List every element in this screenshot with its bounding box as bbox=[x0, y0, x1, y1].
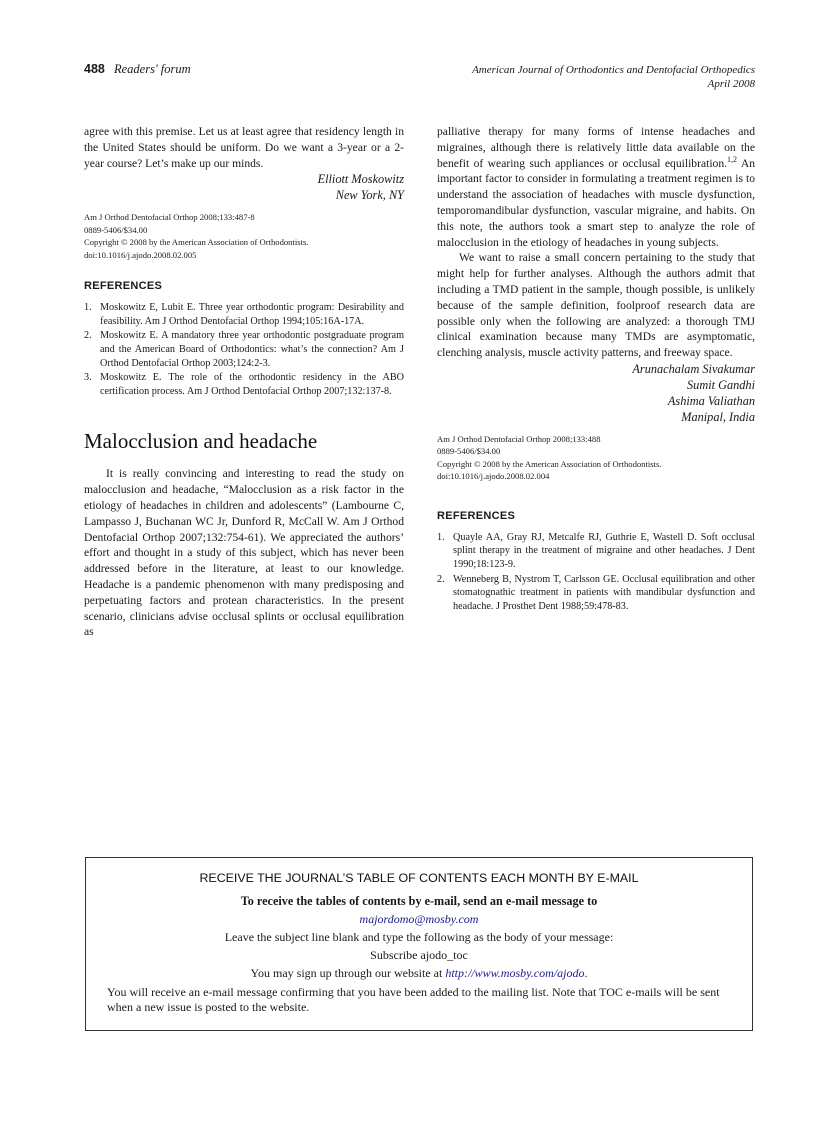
website-link[interactable]: http://www.mosby.com/ajodo bbox=[445, 966, 585, 980]
citation-meta bbox=[84, 211, 404, 261]
reference-item: 2. Moskowitz E. A mandatory three year orthodontic postgraduate program and the American Board of Orthodontics: what’s the connection? Am J Orthod Dentofacial Orthop 2003;124:2-3. bbox=[84, 330, 404, 369]
author-location: Manipal, India bbox=[681, 409, 755, 424]
right-column bbox=[437, 124, 755, 614]
box-heading: RECEIVE THE JOURNAL’S TABLE OF CONTENTS EACH MONTH BY E-MAIL bbox=[199, 871, 639, 885]
running-header-left bbox=[84, 62, 191, 77]
article-title: Malocclusion and headache bbox=[84, 429, 318, 454]
references-list bbox=[84, 301, 404, 398]
issue-date: April 2008 bbox=[707, 78, 755, 90]
subscribe-command: Subscribe ajodo_toc bbox=[370, 948, 468, 962]
author-location: New York, NY bbox=[335, 188, 404, 203]
issn-line: 0889-5406/$34.00 bbox=[84, 224, 148, 235]
author-name: Arunachalam Sivakumar bbox=[632, 361, 755, 376]
citation-line: Am J Orthod Dentofacial Orthop 2008;133:487-8 bbox=[84, 212, 255, 223]
running-header-right bbox=[472, 63, 755, 91]
section-name: Readers' forum bbox=[113, 62, 191, 76]
doi-line: doi:10.1016/j.ajodo.2008.02.004 bbox=[437, 471, 550, 482]
article-paragraph: palliative therapy for many forms of intense headaches and migraines, although there is relatively little data available on the benefit of wearing such appliances or occlusal equilibration.$^{1,2}$ An important factor to consider in formulating a treatment regimen is to understand the association of headaches with muscle dysfunction, temporomandibular dysfunction, vascular migraine, and habits. On this note, the authors took a smart step to analyze the role of malocclusion in the etiology of headaches in young subjects. bbox=[437, 125, 755, 249]
letter-signature bbox=[437, 361, 755, 425]
article-paragraph: We want to raise a small concern pertaining to the study that might help for further analyses. Although the authors admit that including a TMD patient in the sample, though possible, is unlikely because of the sample definition, foolproof research data are possible only when the following are analyzed: a thorough TMJ clinical examination because many TMDs are asymptomatic, clenching analysis, muscle activity patterns, and freeway space. bbox=[437, 251, 755, 360]
article-paragraph: It is really convincing and interesting to read the study on malocclusion and headache, “Malocclusion as a risk factor in the etiology of headaches in children and adolescents” (Lambourne C, Lampasso J, Buchanan WC Jr, Dunford R, McCall W. Am J Orthod Dentofacial Orthop 2007;132:754-61). We appreciated the authors’ effort and thought in a study of this subject, which has never been addressed before in the literature, at least to our knowledge. Headache is a pandemic phenomenon with many predisposing and perpetuating factors and protean characteristics. In the present scenario, clinicians advise occlusal splints or occlusal equilibration as bbox=[84, 467, 404, 639]
box-instruction: Leave the subject line blank and type the following as the body of your message: bbox=[224, 930, 614, 944]
copyright-line: Copyright © 2008 by the American Association of Orthodontists. bbox=[84, 237, 309, 248]
citation-line: Am J Orthod Dentofacial Orthop 2008;133:488 bbox=[437, 433, 601, 444]
left-column bbox=[84, 124, 404, 640]
journal-name: American Journal of Orthodontics and Dentofacial Orthopedics bbox=[472, 64, 755, 76]
website-line: You may sign up through our website at http://www.mosby.com/ajodo. bbox=[250, 966, 588, 980]
doi-line: doi:10.1016/j.ajodo.2008.02.005 bbox=[84, 249, 197, 260]
page-number: 488 bbox=[84, 62, 105, 76]
citation-meta bbox=[437, 433, 755, 483]
copyright-line: Copyright © 2008 by the American Association of Orthodontists. bbox=[437, 458, 662, 469]
toc-subscription-box bbox=[85, 857, 753, 1031]
references-heading: REFERENCES bbox=[437, 509, 516, 522]
reference-item: 1. Quayle AA, Gray RJ, Metcalfe RJ, Guthrie E, Wastell D. Soft occlusal splint therapy in the treatment of migraine and other headaches. J Dent 1990;18:123-9. bbox=[437, 531, 755, 570]
reference-item: 3. Moskowitz E. The role of the orthodontic residency in the ABO certification process. Am J Orthod Dentofacial Orthop 2007;132:137-8. bbox=[84, 372, 404, 397]
author-name: Sumit Gandhi bbox=[687, 377, 755, 392]
author-name: Elliott Moskowitz bbox=[317, 172, 404, 187]
letter-signature bbox=[84, 171, 404, 203]
email-link[interactable]: majordomo@mosby.com bbox=[359, 912, 479, 926]
reference-item: 2. Wenneberg B, Nystrom T, Carlsson GE. Occlusal equilibration and other stomatognathic treatment in patients with mandibular dysfunction and headache. J Prosthet Dent 1988;59:478-83. bbox=[437, 573, 755, 612]
citation-superscript: 1,2 bbox=[727, 154, 738, 164]
reference-item: 1. Moskowitz E, Lubit E. Three year orthodontic program: Desirability and feasibility. Am J Orthod Dentofacial Orthop 1994;105:16A-17A. bbox=[84, 302, 404, 327]
issn-line: 0889-5406/$34.00 bbox=[437, 446, 501, 457]
author-name: Ashima Valiathan bbox=[667, 393, 755, 408]
continued-paragraph: agree with this premise. Let us at least agree that residency length in the United States should be uniform. Do we want a 3-year or a 2-year course? Let’s make up our minds. bbox=[84, 125, 404, 170]
box-note: You will receive an e-mail message confirming that you have been added to the mailing list. Note that TOC e-mails will be sent when a new issue is posted to the website. bbox=[107, 985, 720, 1014]
references-heading: REFERENCES bbox=[84, 280, 163, 293]
box-instruction: To receive the tables of contents by e-mail, send an e-mail message to bbox=[240, 894, 598, 908]
references-list bbox=[437, 531, 755, 614]
